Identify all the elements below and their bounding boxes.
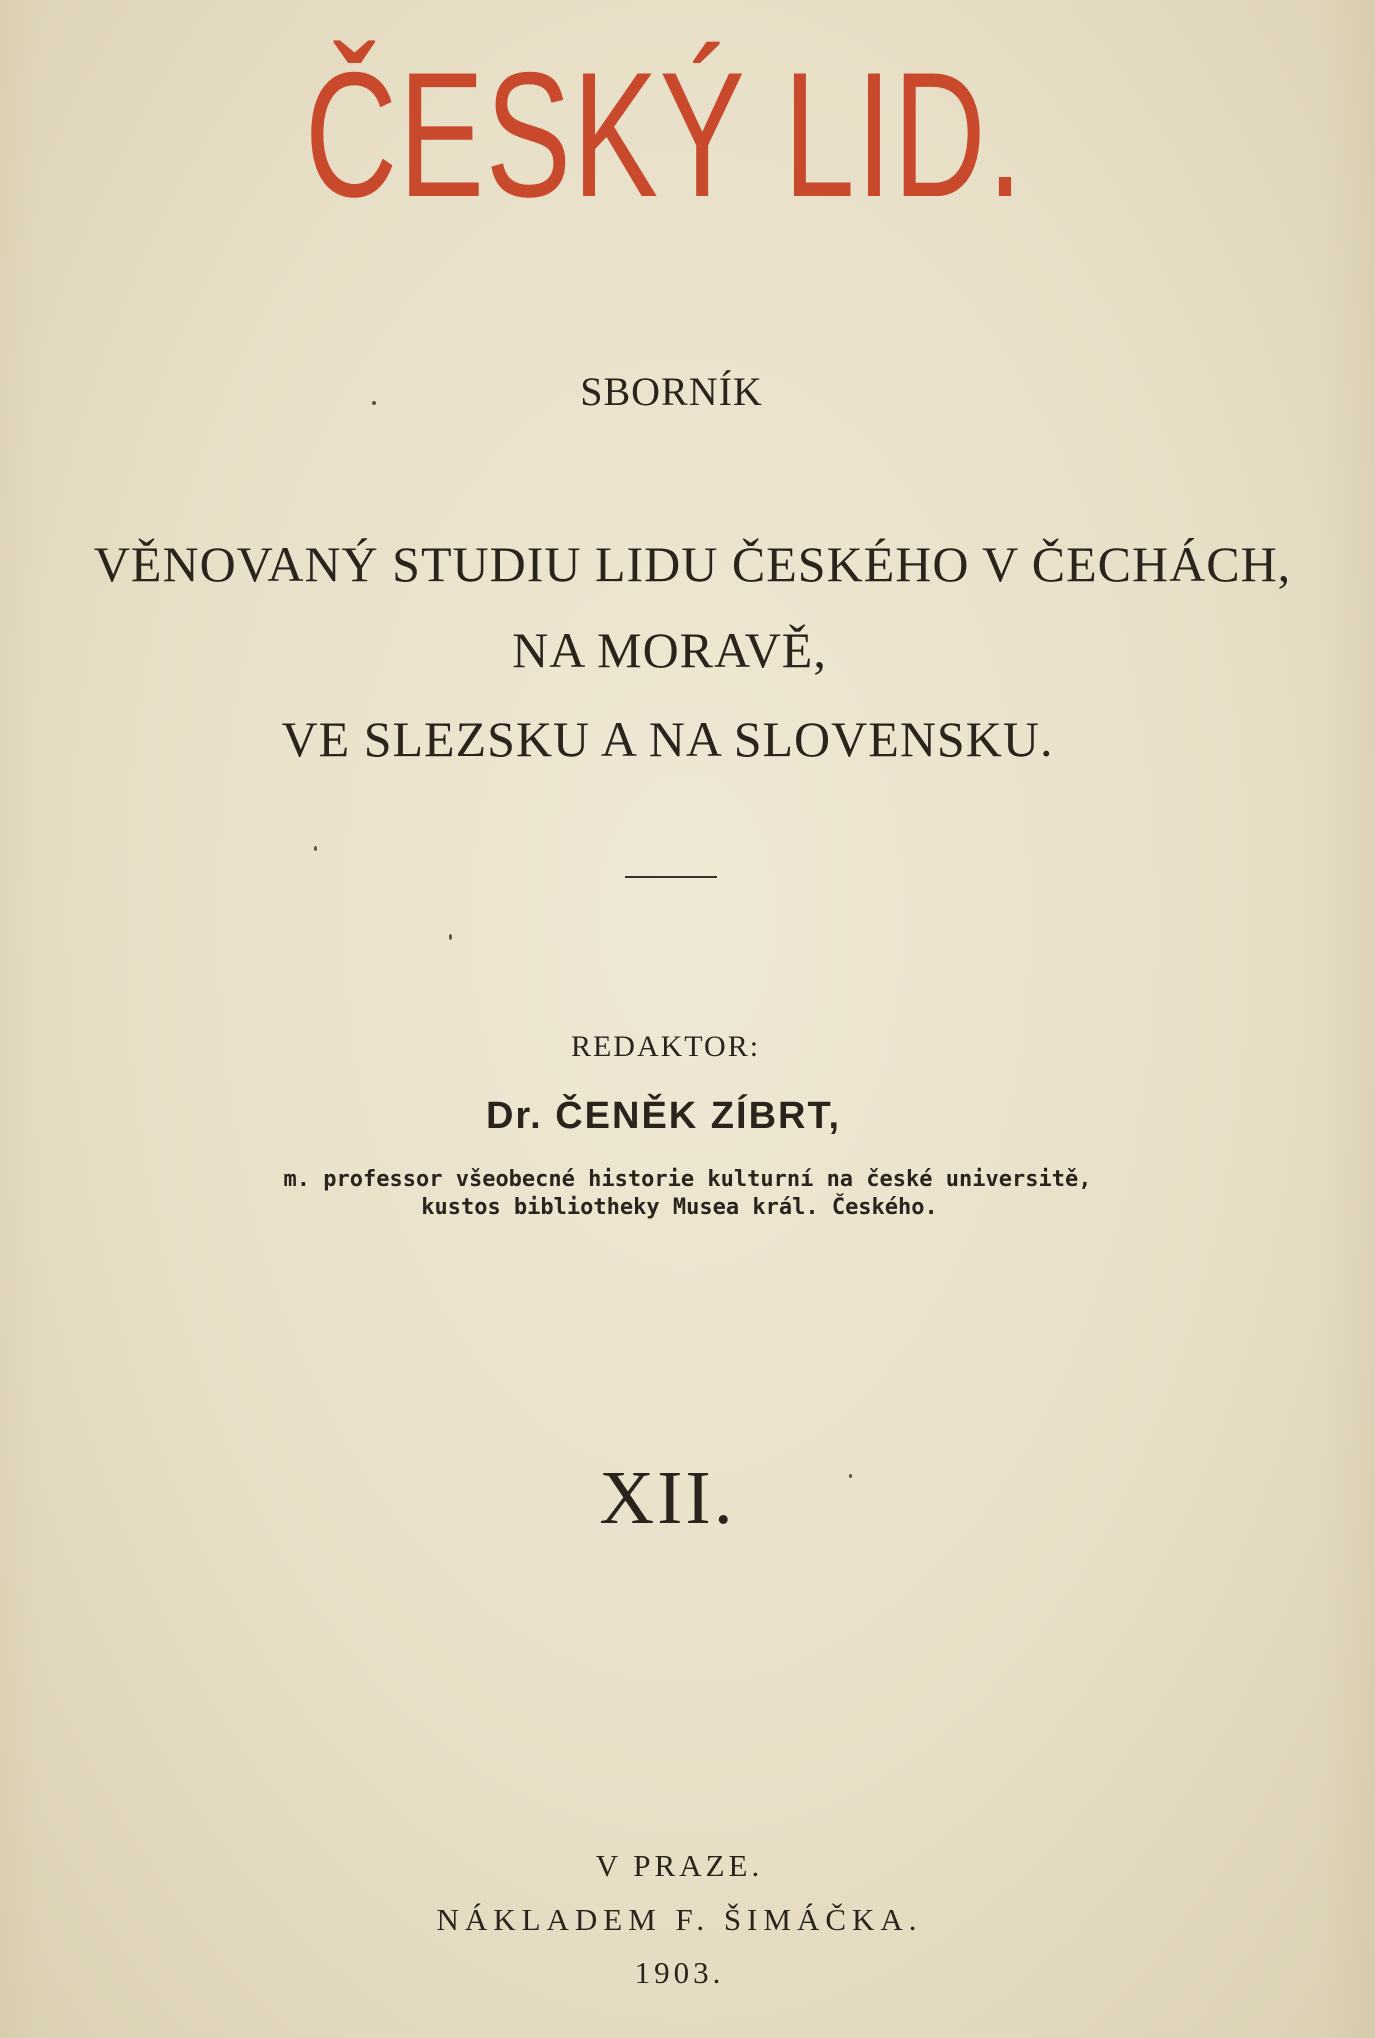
ink-speck — [372, 401, 376, 405]
editor-affiliation-line-2: kustos bibliotheky Musea král. Českého. — [421, 1195, 938, 1220]
imprint-year: 1903. — [634, 1955, 725, 1990]
imprint-publisher: NÁKLADEM F. ŠIMÁČKA. — [436, 1902, 923, 1937]
editor-name: Dr. ČENĚK ZÍBRT, — [485, 1095, 842, 1137]
journal-title: ČESKÝ LID. — [304, 35, 1025, 234]
ink-speck — [449, 934, 452, 940]
editor-label: REDAKTOR: — [570, 1030, 761, 1063]
imprint-place: V PRAZE. — [595, 1848, 764, 1883]
dedication-line-2: NA MORAVĚ, — [512, 622, 827, 678]
volume-number: XII. — [599, 1456, 736, 1540]
dedication-line-1: VĚNOVANÝ STUDIU LIDU ČESKÉHO V ČECHÁCH, — [93, 536, 1292, 592]
divider-rule — [625, 876, 717, 878]
editor-affiliation-line-1: m. professor všeobecné historie kulturní na české universitě, — [283, 1167, 1092, 1192]
ink-speck — [849, 1474, 852, 1478]
subtitle: SBORNÍK — [580, 369, 763, 414]
dedication-line-3: VE SLEZSKU A NA SLOVENSKU. — [281, 711, 1054, 767]
ink-speck — [314, 846, 317, 851]
